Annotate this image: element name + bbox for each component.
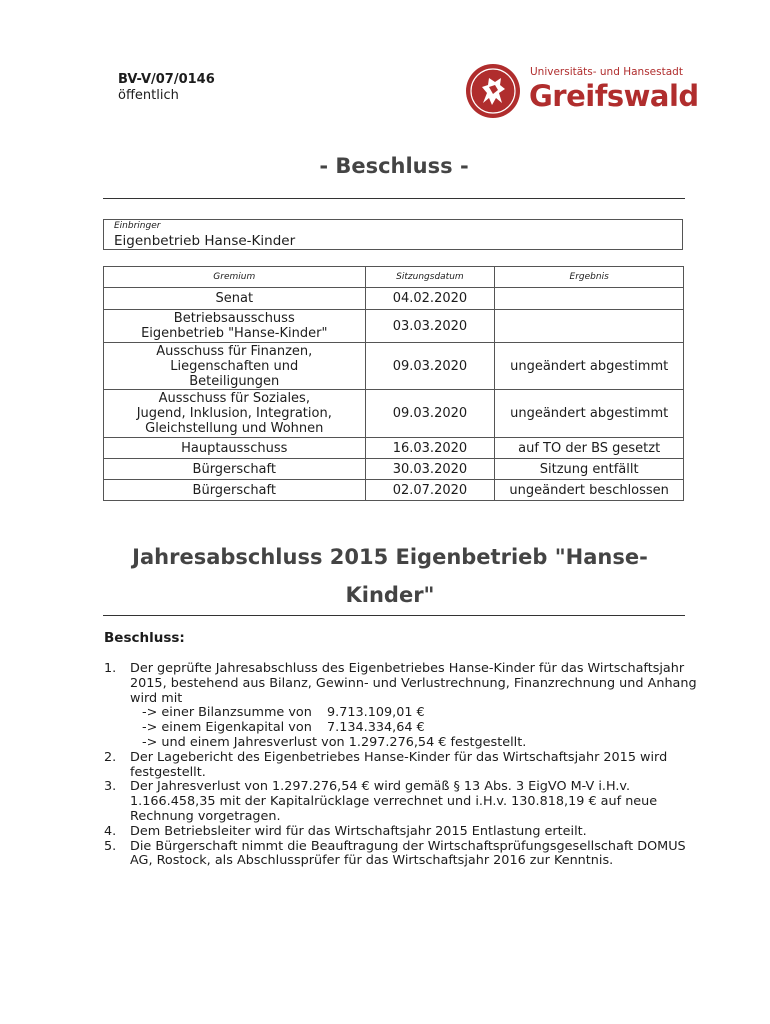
amount-label: -> einem Eigenkapital von <box>142 720 312 736</box>
table-header-row <box>104 267 684 288</box>
date-cell: 09.03.2020 <box>365 343 495 390</box>
list-item <box>104 780 704 824</box>
heading-divider <box>103 198 685 199</box>
column-header-ergebnis: Ergebnis <box>495 267 684 288</box>
result-cell: Sitzung entfällt <box>495 459 684 480</box>
item-number: 1. <box>104 661 117 676</box>
list-item <box>104 840 704 870</box>
subject-title-line-1: Jahresabschluss 2015 Eigenbetrieb "Hanse- <box>132 545 648 569</box>
gremium-cell: Ausschuss für Finanzen, Liegenschaften und Beteiligungen <box>104 343 366 390</box>
amount-line <box>104 706 704 721</box>
date-cell: 16.03.2020 <box>365 438 495 459</box>
session-table <box>103 266 684 501</box>
date-cell: 03.03.2020 <box>365 310 495 343</box>
table-row <box>104 343 684 390</box>
griffin-emblem-icon <box>465 63 521 119</box>
table-row <box>104 390 684 438</box>
reference-block <box>118 72 215 104</box>
item-number: 2. <box>104 749 117 765</box>
visibility-label: öffentlich <box>118 88 179 103</box>
gremium-cell: Bürgerschaft <box>104 459 366 480</box>
einbringer-label: Einbringer <box>114 221 161 231</box>
logo-subtitle: Universitäts- und Hansestadt <box>530 66 683 78</box>
result-cell <box>495 288 684 310</box>
result-cell <box>495 310 684 343</box>
gremium-cell: Hauptausschuss <box>104 438 366 459</box>
result-cell: ungeändert beschlossen <box>495 480 684 501</box>
list-item <box>104 825 704 840</box>
resolution-list <box>104 662 704 869</box>
document-heading: - Beschluss - <box>319 154 469 178</box>
item-number: 5. <box>104 838 117 854</box>
logo-city-name: Greifswald <box>529 79 699 113</box>
amount-value: 1.297.276,54 € festgestellt. <box>348 734 527 750</box>
item-text: Dem Betriebsleiter wird für das Wirtschaftsjahr 2015 Entlastung erteilt. <box>130 823 587 839</box>
table-row <box>104 288 684 310</box>
gremium-cell: Bürgerschaft <box>104 480 366 501</box>
item-text: Der Lagebericht des Eigenbetriebes Hanse-Kinder für das Wirtschaftsjahr 2015 wird festgestellt. <box>130 749 668 780</box>
column-header-datum: Sitzungsdatum <box>365 267 495 288</box>
date-cell: 04.02.2020 <box>365 288 495 310</box>
reference-code: BV-V/07/0146 <box>118 72 215 87</box>
list-item <box>104 662 704 706</box>
item-text: Der geprüfte Jahresabschluss des Eigenbetriebes Hanse-Kinder für das Wirtschaftsjahr 2015, bestehend aus Bilanz, Gewinn- und Verlustrechnung, Finanzrechnung und Anhang wird mit <box>130 661 697 706</box>
list-item <box>104 751 704 781</box>
table-row <box>104 480 684 501</box>
date-cell: 30.03.2020 <box>365 459 495 480</box>
amount-line <box>104 721 704 736</box>
gremium-cell: Senat <box>104 288 366 310</box>
date-cell: 09.03.2020 <box>365 390 495 438</box>
item-text: Die Bürgerschaft nimmt die Beauftragung der Wirtschaftsprüfungsgesellschaft DOMUS AG, Rostock, als Abschlussprüfer für das Wirtschaftsjahr 2016 zur Kenntnis. <box>130 838 686 869</box>
amount-value: 7.134.334,64 € <box>327 720 425 736</box>
city-logo <box>465 62 699 122</box>
item-number: 4. <box>104 823 117 839</box>
amount-label: -> einer Bilanzsumme von <box>142 705 312 721</box>
subject-title <box>80 538 700 614</box>
gremium-cell: Ausschuss für Soziales, Jugend, Inklusion, Integration, Gleichstellung und Wohnen <box>104 390 366 438</box>
column-header-gremium: Gremium <box>104 267 366 288</box>
table-row <box>104 459 684 480</box>
gremium-cell: Betriebsausschuss Eigenbetrieb "Hanse-Kinder" <box>104 310 366 343</box>
einbringer-box <box>103 219 683 250</box>
table-row <box>104 438 684 459</box>
beschluss-label: Beschluss: <box>104 630 185 646</box>
result-cell: ungeändert abgestimmt <box>495 390 684 438</box>
result-cell: ungeändert abgestimmt <box>495 343 684 390</box>
subject-divider <box>103 615 685 616</box>
table-row <box>104 310 684 343</box>
amount-line <box>104 736 704 751</box>
amount-value: 9.713.109,01 € <box>327 705 425 721</box>
date-cell: 02.07.2020 <box>365 480 495 501</box>
amount-label: -> und einem Jahresverlust von <box>142 734 345 750</box>
item-number: 3. <box>104 779 117 795</box>
item-text: Der Jahresverlust von 1.297.276,54 € wird gemäß § 13 Abs. 3 EigVO M-V i.H.v. 1.166.458,35 mit der Kapitalrücklage verrechnet und i.H.v. 130.818,19 € auf neue Rechnung vorgetragen. <box>130 779 658 824</box>
subject-title-line-2: Kinder" <box>345 583 435 607</box>
einbringer-value: Eigenbetrieb Hanse-Kinder <box>114 233 296 249</box>
result-cell: auf TO der BS gesetzt <box>495 438 684 459</box>
